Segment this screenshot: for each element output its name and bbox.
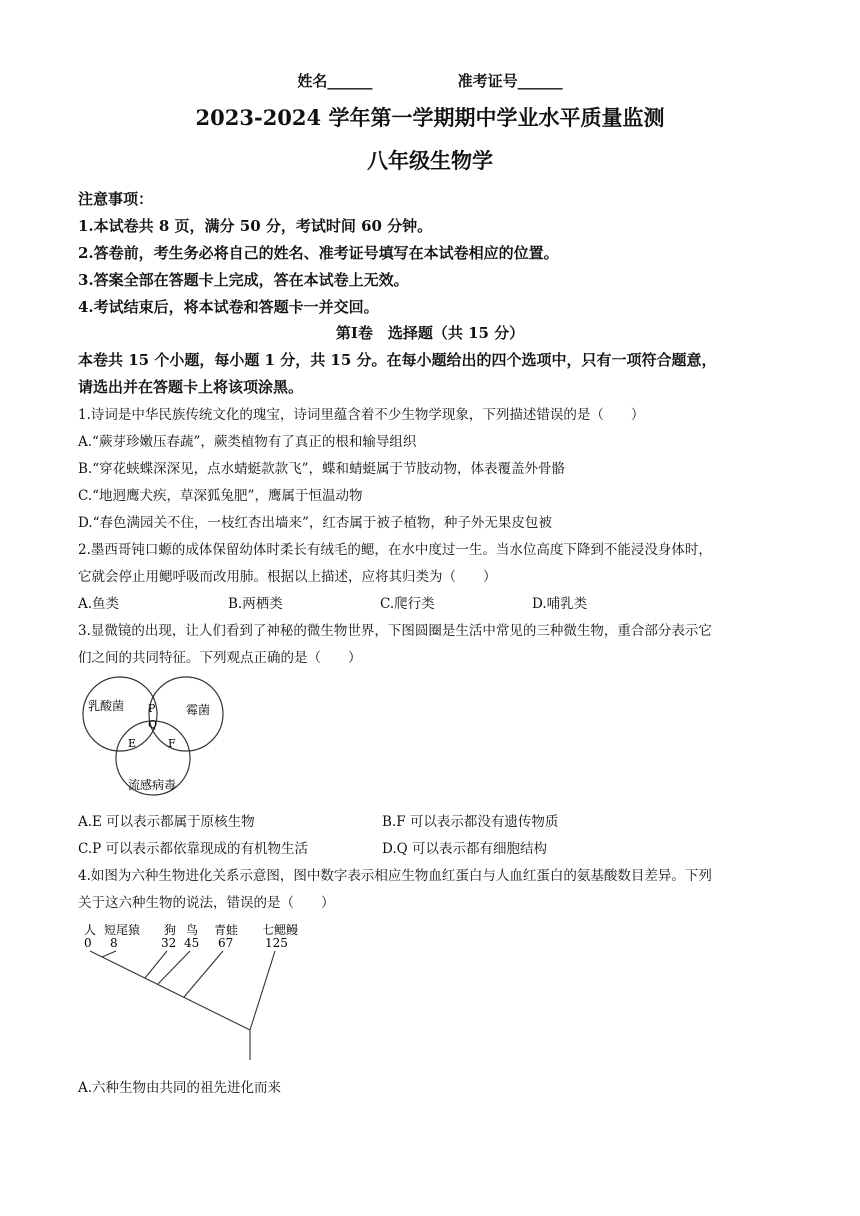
question-2-option-c: C.爬行类 — [380, 596, 435, 612]
name-field: 姓名______ — [297, 72, 373, 90]
question-3-option-c: C.P 可以表示都依靠现成的有机物生活 — [78, 841, 309, 857]
question-2-option-b: B.两栖类 — [228, 596, 283, 612]
section-instruction: 本卷共 15 个小题，每小题 1 分，共 15 分。在每小题给出的四个选项中，只有一项符合题意， — [78, 351, 717, 369]
tree-number: 0 — [84, 936, 92, 950]
question-2-stem: 它就会停止用鳃呼吸而改用肺。根据以上描述，应将其归类为（ ） — [78, 569, 497, 585]
question-4-stem: 4.如图为六种生物进化关系示意图，图中数字表示相应生物血红蛋白与人血红蛋白的氨基酸数目差异。下列 — [78, 868, 712, 884]
venn-diagram — [78, 672, 238, 802]
tree-number: 67 — [218, 936, 234, 950]
question-1-option-d: D.“春色满园关不住，一枝红杏出墙来”，红杏属于被子植物，种子外无果皮包被 — [78, 515, 552, 531]
question-2-option-d: D.哺乳类 — [532, 596, 588, 612]
tree-number: 45 — [184, 936, 200, 950]
question-2-options — [0, 592, 860, 612]
candidate-fields — [0, 70, 860, 91]
tree-number: 8 — [110, 936, 118, 950]
note-item: 4.考试结束后，将本试卷和答题卡一并交回。 — [78, 298, 379, 316]
question-2-stem: 2.墨西哥钝口螈的成体保留幼体时柔长有绒毛的鳃，在水中度过一生。当水位高度下降到不能浸没身体时， — [78, 542, 712, 558]
venn-region-p: P — [148, 702, 156, 715]
question-3-option-a: A.E 可以表示都属于原核生物 — [78, 814, 255, 830]
question-1-option-c: C.“地迥鹰犬疾，草深狐兔肥”，鹰属于恒温动物 — [78, 488, 363, 504]
venn-label-bottom: 流感病毒 — [128, 778, 177, 792]
tree-name-lamprey: 七鳃鳗 — [262, 923, 299, 937]
section-instruction: 请选出并在答题卡上将该项涂黑。 — [78, 378, 304, 396]
tree-name-human: 人 — [84, 923, 97, 937]
question-1-option-a: A.“蕨芽珍嫩压春蔬”，蕨类植物有了真正的根和输导组织 — [78, 434, 417, 450]
venn-circle-left — [83, 677, 157, 751]
tree-name-frog: 青蛙 — [214, 923, 239, 937]
question-1-stem: 1.诗词是中华民族传统文化的瑰宝，诗词里蕴含着不少生物学现象，下列描述错误的是（ ） — [78, 407, 645, 423]
question-3-option-d: D.Q 可以表示都有细胞结构 — [382, 841, 547, 857]
tree-name-bird: 鸟 — [186, 923, 199, 937]
exam-title: 2023-2024 学年第一学期期中学业水平质量监测 — [195, 105, 665, 130]
question-1-option-b: B.“穿花蛱蝶深深见，点水蜻蜓款款飞”，蝶和蜻蜓属于节肢动物，体表覆盖外骨骼 — [78, 461, 566, 477]
question-4-stem: 关于这六种生物的说法，错误的是（ ） — [78, 895, 335, 911]
venn-region-f: F — [168, 737, 176, 750]
exam-subtitle: 八年级生物学 — [367, 148, 493, 173]
question-2-option-a: A.鱼类 — [78, 596, 120, 612]
tree-branches — [90, 951, 275, 1060]
question-3-stem: 们之间的共同特征。下列观点正确的是（ ） — [78, 650, 362, 666]
tree-number: 125 — [265, 936, 288, 950]
question-3-option-b: B.F 可以表示都没有遗传物质 — [382, 814, 559, 830]
tree-number: 32 — [161, 936, 177, 950]
evolution-tree-diagram — [80, 918, 320, 1063]
note-item: 2.答卷前，考生务必将自己的姓名、准考证号填写在本试卷相应的位置。 — [78, 244, 559, 262]
notes-heading: 注意事项： — [78, 190, 154, 208]
section-title: 第Ⅰ卷 选择题（共 15 分） — [335, 324, 525, 342]
venn-label-right: 霉菌 — [186, 703, 211, 717]
question-4-option-a: A.六种生物由共同的祖先进化而来 — [78, 1080, 282, 1096]
note-item: 1.本试卷共 8 页，满分 50 分，考试时间 60 分钟。 — [78, 217, 433, 235]
tree-name-macaque: 短尾猿 — [104, 923, 141, 937]
question-3-options-row2 — [0, 837, 860, 857]
question-3-options-row1 — [0, 810, 860, 830]
exam-id-field: 准考证号______ — [457, 72, 563, 90]
venn-region-q: Q — [148, 718, 158, 731]
venn-region-e: E — [128, 737, 137, 750]
venn-label-left: 乳酸菌 — [88, 699, 125, 713]
question-3-stem: 3.显微镜的出现，让人们看到了神秘的微生物世界，下图圆圈是生活中常见的三种微生物，重合部分表示它 — [78, 623, 712, 639]
tree-name-dog: 狗 — [164, 923, 177, 937]
note-item: 3.答案全部在答题卡上完成，答在本试卷上无效。 — [78, 271, 409, 289]
